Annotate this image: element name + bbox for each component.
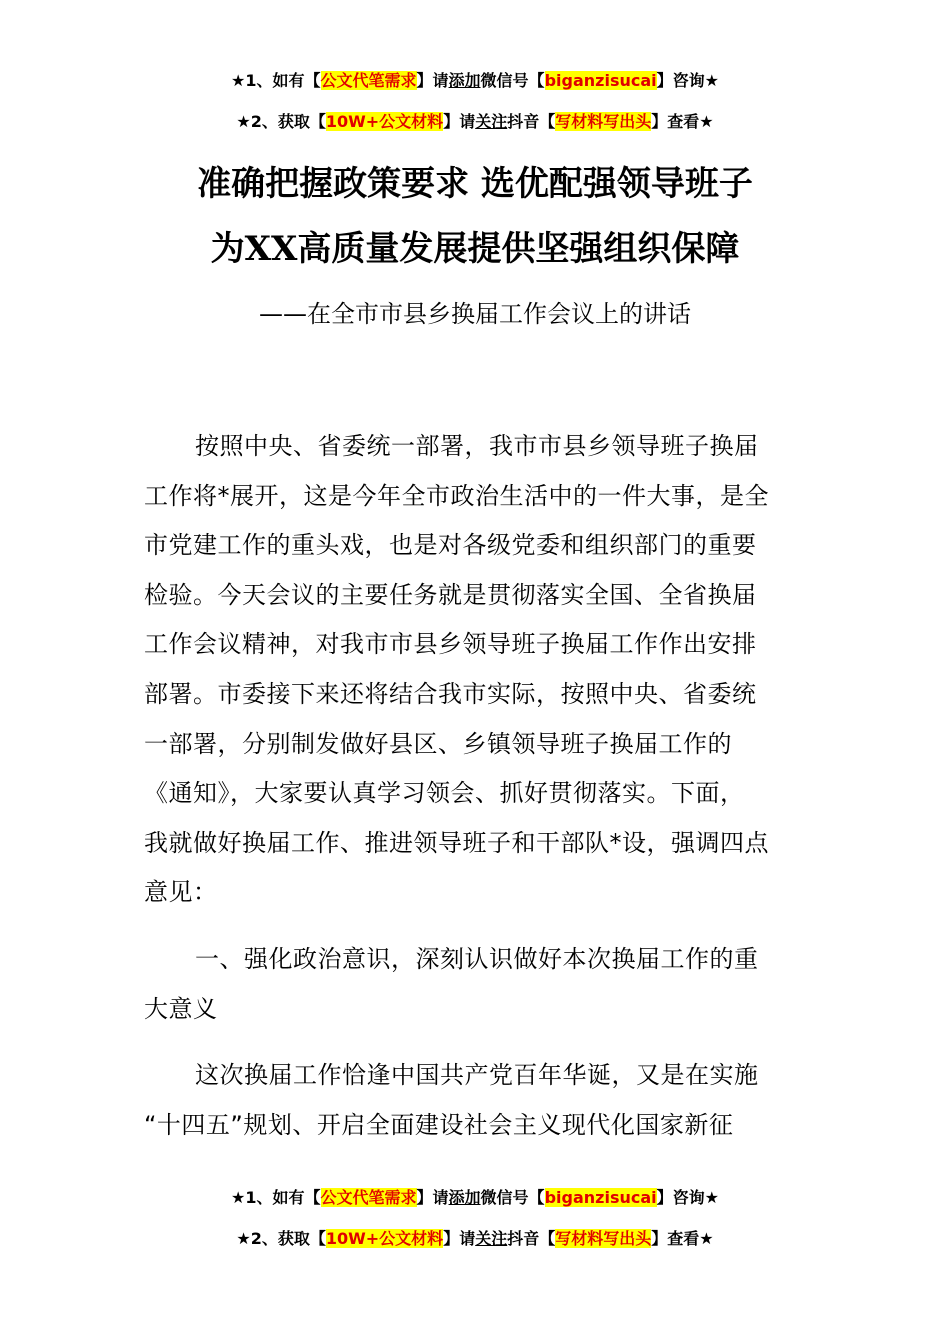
paragraph-section-1 — [144, 1051, 806, 1150]
banner-highlight: biganzisucai — [544, 71, 657, 90]
banner-text: ★2、获取【 — [236, 112, 326, 131]
document-title-line-1: 准确把握政策要求 选优配强领导班子 — [197, 164, 753, 204]
banner-text: ★2、获取【 — [236, 1229, 326, 1248]
heading-line: 大意义 — [144, 994, 218, 1023]
banner-text: 】咨询★ — [656, 1188, 719, 1207]
bottom-banner-line-2 — [0, 1228, 950, 1250]
heading-line: 一、强化政治意识，深刻认识做好本次换届工作的重 — [195, 945, 759, 973]
banner-text: 微信号【 — [480, 1188, 545, 1207]
document-title-line-2 — [0, 227, 950, 271]
paragraph-line: 意见： — [144, 878, 218, 907]
banner-underline: 添加 — [448, 1188, 481, 1207]
banner-highlight: 10W+公文材料 — [325, 1229, 444, 1248]
banner-text: 】请 — [416, 1188, 449, 1207]
paragraph-line: “十四五”规划、开启全面建设社会主义现代化国家新征 — [144, 1110, 734, 1139]
banner-highlight: 10W+公文材料 — [325, 112, 444, 131]
banner-text: 】查看★ — [651, 112, 714, 131]
banner-text: 】请 — [443, 112, 476, 131]
title-text: 为 — [210, 229, 245, 269]
title-text: 高质量发展提供坚强组织保障 — [297, 229, 740, 269]
title-placeholder: XX — [244, 229, 298, 269]
banner-underline: 关注 — [475, 1229, 508, 1248]
paragraph-line: 市党建工作的重头戏，也是对各级党委和组织部门的重要 — [144, 531, 757, 560]
paragraph-intro — [144, 422, 806, 918]
paragraph-line: 这次换届工作恰逢中国共产党百年华诞，又是在实施 — [195, 1061, 759, 1089]
top-banner-line-1 — [0, 70, 950, 92]
paragraph-line: 按照中央、省委统一部署，我市市县乡领导班子换届 — [195, 432, 759, 460]
paragraph-line: 部署。市委接下来还将结合我市实际，按照中央、省委统 — [144, 679, 757, 708]
paragraph-line: 工作将*展开，这是今年全市政治生活中的一件大事，是全 — [144, 481, 769, 510]
banner-text: 】查看★ — [651, 1229, 714, 1248]
banner-text: 】请 — [416, 71, 449, 90]
paragraph-line: 我就做好换届工作、推进领导班子和干部队*设，强调四点 — [144, 828, 769, 857]
banner-text: 微信号【 — [480, 71, 545, 90]
paragraph-line: 检验。今天会议的主要任务就是贯彻落实全国、全省换届 — [144, 580, 757, 609]
banner-text: 】请 — [443, 1229, 476, 1248]
banner-underline: 添加 — [448, 71, 481, 90]
banner-highlight: 写材料写出头 — [555, 1229, 652, 1248]
banner-highlight: 公文代笔需求 — [320, 71, 417, 90]
banner-text: 抖音【 — [507, 1229, 556, 1248]
paragraph-line: 《通知》，大家要认真学习领会、抓好贯彻落实。下面， — [144, 779, 745, 808]
banner-text: 】咨询★ — [656, 71, 719, 90]
banner-highlight: biganzisucai — [544, 1188, 657, 1207]
top-banner-line-2 — [0, 111, 950, 133]
banner-underline: 关注 — [475, 112, 508, 131]
banner-text: 抖音【 — [507, 112, 556, 131]
paragraph-line: 工作会议精神，对我市市县乡领导班子换届工作作出安排 — [144, 630, 757, 659]
section-heading-1 — [144, 935, 806, 1034]
banner-text: ★1、如有【 — [231, 71, 321, 90]
banner-highlight: 写材料写出头 — [555, 112, 652, 131]
bottom-banner-line-1 — [0, 1187, 950, 1209]
banner-highlight: 公文代笔需求 — [320, 1188, 417, 1207]
banner-text: ★1、如有【 — [231, 1188, 321, 1207]
document-subtitle: ——在全市市县乡换届工作会议上的讲话 — [259, 300, 691, 328]
paragraph-line: 一部署，分别制发做好县区、乡镇领导班子换届工作的 — [144, 729, 732, 758]
